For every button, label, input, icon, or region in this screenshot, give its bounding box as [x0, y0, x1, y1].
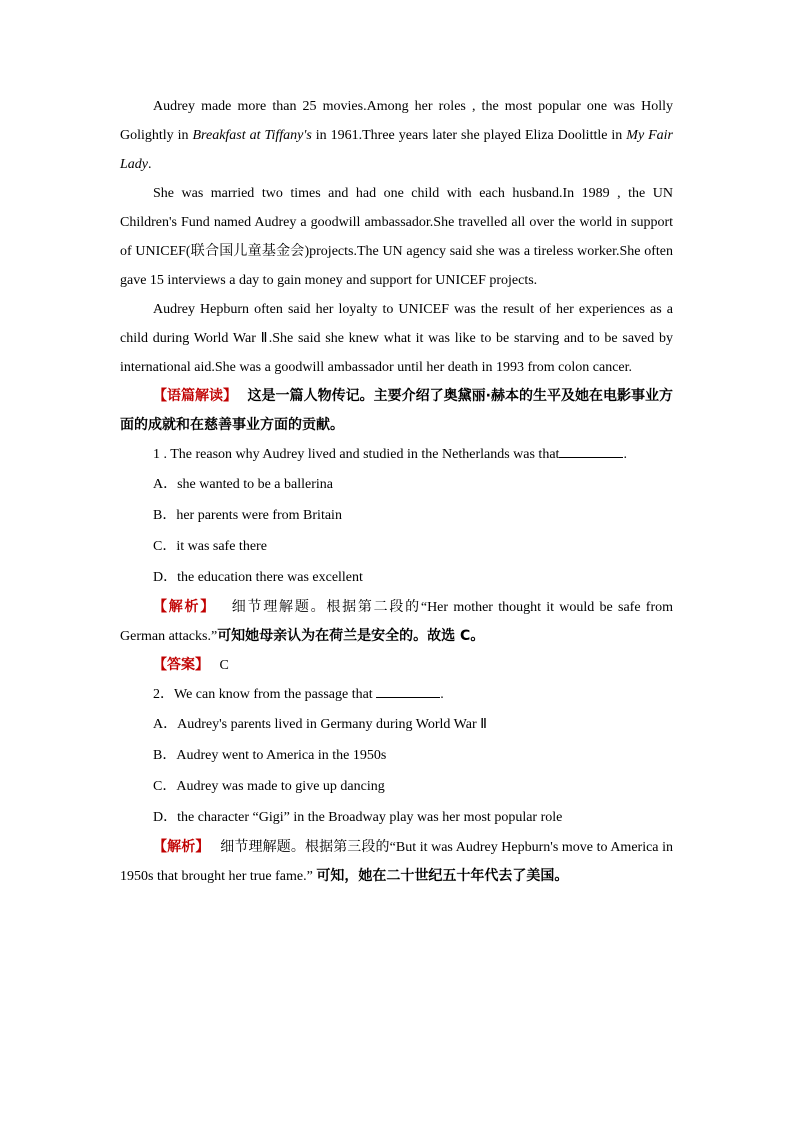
q1-analysis-quote: “Her mother thought it would be safe from German attacks.” — [120, 600, 674, 644]
movie-title-my-fair-lady: My Fair Lady — [120, 128, 674, 172]
q1-analysis-text-a: 细节理解题。根据第二段的 — [231, 600, 421, 615]
reading-note — [120, 382, 673, 440]
p1-text-e: . — [148, 157, 152, 172]
q1-option-c: C．it was safe there — [153, 539, 267, 554]
q1-stem-text: 1 . The reason why Audrey lived and studied in the Netherlands was that — [153, 447, 560, 462]
q1-option-a: A．she wanted to be a ballerina — [153, 477, 333, 492]
q2-option-a: A．Audrey's parents lived in Germany during World War Ⅱ — [153, 717, 488, 732]
p1-text-c: in 1961.Three years later she played Eliza Doolittle in — [311, 128, 627, 143]
q1-analysis-label: 【解析】 — [153, 599, 217, 615]
q1-answer — [120, 651, 673, 680]
document-page — [120, 92, 673, 891]
passage-paragraph-3: Audrey Hepburn often said her loyalty to UNICEF was the result of her experiences as a child during World War Ⅱ.She said she knew what it was like to be starving and to be saved by international aid.She was a goodwill ambassador until her death in 1993 from colon cancer. — [120, 302, 673, 375]
q2-analysis-text-a: 细节理解题。根据第三段的 — [220, 840, 390, 855]
passage-paragraph-2: She was married two times and had one child with each husband.In 1989 , the UN Children's Fund named Audrey a goodwill ambassador.She travelled all over the world in support of UNICEF(联合国儿童基金会)projects.The UN agency said she was a tireless worker.She often gave 15 interviews a day to gain money and support for UNICEF projects. — [120, 186, 673, 288]
q1-analysis-text-c: 可知她母亲认为在荷兰是安全的。故选 C。 — [217, 628, 485, 644]
q1-stem-end: . — [623, 447, 627, 462]
q1-answer-value: C — [219, 658, 229, 673]
q2-blank — [376, 683, 440, 698]
q2-option-c: C．Audrey was made to give up dancing — [153, 779, 385, 794]
q1-analysis — [120, 593, 673, 651]
q2-analysis-label: 【解析】 — [153, 839, 210, 855]
q1-blank — [559, 443, 623, 458]
movie-title-breakfast: Breakfast at Tiffany's — [192, 128, 312, 143]
reading-note-text: 这是一篇人物传记。主要介绍了奥黛丽·赫本的生平及她在电影事业方面的成就和在慈善事业方面的贡献。 — [120, 388, 673, 433]
q2-option-d: D．the character “Gigi” in the Broadway play was her most popular role — [153, 810, 563, 825]
reading-note-label: 【语篇解读】 — [153, 388, 238, 404]
q1-answer-label: 【答案】 — [153, 657, 209, 673]
q2-analysis — [120, 833, 673, 891]
q2-analysis-quote: “But it was Audrey Hepburn's move to America in 1950s that brought her true fame.” — [120, 840, 674, 884]
question-2-stem — [120, 680, 673, 709]
q2-option-b: B．Audrey went to America in the 1950s — [153, 748, 387, 763]
q2-stem-text: 2．We can know from the passage that — [153, 687, 373, 702]
q1-option-d: D．the education there was excellent — [153, 570, 363, 585]
q2-analysis-text-c: 可知，她在二十世纪五十年代去了美国。 — [316, 868, 569, 884]
q2-stem-end: . — [440, 687, 444, 702]
question-1-stem — [120, 440, 673, 469]
passage-paragraph-1 — [120, 92, 673, 179]
q1-option-b: B．her parents were from Britain — [153, 508, 342, 523]
p1-text-a: Audrey made more than 25 movies.Among her roles , the most popular one was Holly Golightly in — [120, 99, 673, 143]
